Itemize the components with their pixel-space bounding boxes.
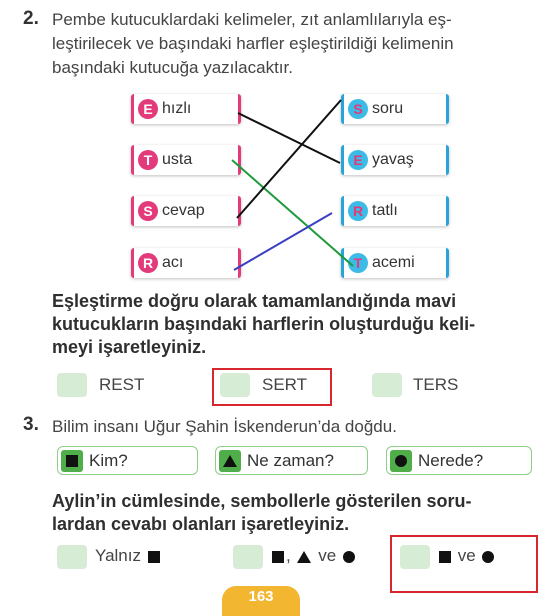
word: hızlı <box>162 100 192 117</box>
word: acemi <box>372 254 415 271</box>
option-sert-checkbox[interactable] <box>220 373 250 397</box>
option-a-label <box>95 546 162 566</box>
option-c-checkbox[interactable] <box>400 545 430 569</box>
question-2-line-2: leştirilecek ve başındaki harfler eşleştirildiği kelimenin <box>52 34 454 53</box>
question-2-line-1: Pembe kutucuklardaki kelimeler, zıt anlamlılarıyla eş- <box>52 10 452 29</box>
line-aci-tatli <box>234 213 332 270</box>
instruction-line-2: lardan cevabı olanları işaretleyiniz. <box>52 514 350 534</box>
option-c-label <box>437 546 496 566</box>
word: tatlı <box>372 202 398 219</box>
word: usta <box>162 151 193 168</box>
question-2-instruction <box>52 290 552 359</box>
square-icon <box>66 455 78 467</box>
question-2-number: 2. <box>23 8 39 29</box>
word: cevap <box>162 202 205 219</box>
line-cevap-soru <box>237 100 341 218</box>
question-3-text: Bilim insanı Uğur Şahin İskenderun’da doğdu. <box>52 417 397 436</box>
letter-circle: E <box>138 99 158 119</box>
left-box-2[interactable] <box>131 145 241 175</box>
circle-icon <box>395 455 407 467</box>
pill-ne-zaman <box>215 446 368 475</box>
page-number-tab <box>222 586 300 616</box>
square-icon <box>148 551 160 563</box>
option-b-comma: , <box>286 546 291 565</box>
word: yavaş <box>372 151 414 168</box>
instruction-line-1: Aylin’in cümlesinde, sembollerle gösterilen soru- <box>52 491 472 511</box>
question-2-text <box>52 8 552 80</box>
left-box-1[interactable] <box>131 94 241 124</box>
left-box-3[interactable] <box>131 196 241 226</box>
triangle-symbol <box>219 450 241 472</box>
right-box-4[interactable] <box>341 248 449 278</box>
letter-circle: T <box>348 253 368 273</box>
option-rest-label: REST <box>99 375 145 394</box>
option-b-ve: ve <box>318 546 337 565</box>
question-3-instruction <box>52 490 552 536</box>
option-sert-label: SERT <box>262 375 308 394</box>
pill-kim <box>57 446 198 475</box>
option-ters-checkbox[interactable] <box>372 373 402 397</box>
letter-circle: S <box>138 201 158 221</box>
left-box-4[interactable] <box>131 248 241 278</box>
line-hizli-yavas <box>238 113 340 163</box>
square-icon <box>272 551 284 563</box>
word: acı <box>162 254 184 271</box>
word: soru <box>372 100 404 117</box>
option-a-checkbox[interactable] <box>57 545 87 569</box>
option-c-ve: ve <box>457 546 476 565</box>
pill-label: Ne zaman? <box>247 450 334 470</box>
circle-icon <box>343 551 355 563</box>
instruction-line-3: meyi işaretleyiniz. <box>52 337 207 357</box>
letter-circle: R <box>348 201 368 221</box>
option-ters-label: TERS <box>413 375 459 394</box>
line-usta-acemi <box>232 160 353 266</box>
right-box-1[interactable] <box>341 94 449 124</box>
circle-symbol <box>390 450 412 472</box>
instruction-line-1: Eşleştirme doğru olarak tamamlandığında mavi <box>52 291 457 311</box>
option-a-text: Yalnız <box>95 546 141 565</box>
square-icon <box>439 551 451 563</box>
triangle-icon <box>223 455 237 467</box>
option-b-label <box>270 546 357 566</box>
instruction-line-2: kutucukların başındaki harflerin oluşturduğu keli- <box>52 314 476 334</box>
option-rest-checkbox[interactable] <box>57 373 87 397</box>
letter-circle: R <box>138 253 158 273</box>
question-3-number: 3. <box>23 414 39 435</box>
letter-circle: T <box>138 150 158 170</box>
letter-circle: S <box>348 99 368 119</box>
square-symbol <box>61 450 83 472</box>
option-b-checkbox[interactable] <box>233 545 263 569</box>
pill-nerede <box>386 446 532 475</box>
pill-label: Kim? <box>89 450 128 470</box>
right-box-2[interactable] <box>341 145 449 175</box>
circle-icon <box>482 551 494 563</box>
letter-circle: E <box>348 150 368 170</box>
question-2-line-3: başındaki kutucuğa yazılacaktır. <box>52 58 293 77</box>
page-number: 163 <box>248 588 274 605</box>
pill-label: Nerede? <box>418 450 484 470</box>
right-box-3[interactable] <box>341 196 449 226</box>
triangle-icon <box>297 551 311 563</box>
